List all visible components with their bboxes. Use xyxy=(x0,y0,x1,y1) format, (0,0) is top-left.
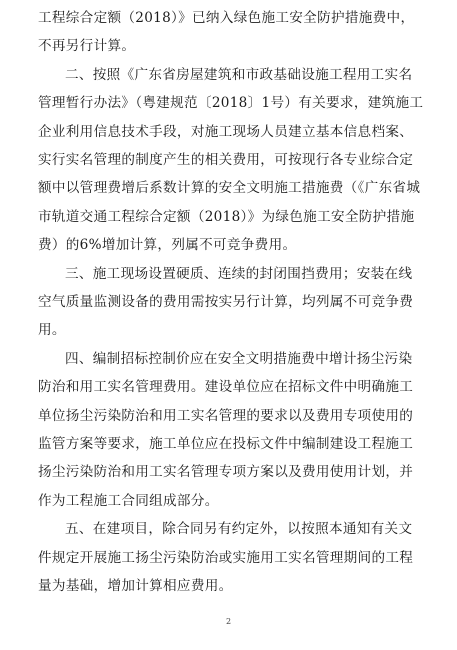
text-line: 企业利用信息技术手段，对施工现场人员建立基本信息档案、 xyxy=(38,123,414,140)
paragraph-3-start: 三、施工现场设置硬质、连续的封闭围挡费用；安装在线 xyxy=(65,265,413,282)
text-line: 防治和用工实名管理费用。建设单位应在招标文件中明确施工 xyxy=(38,379,414,396)
text-line: 费）的6%增加计算，列属不可竞争费用。 xyxy=(38,237,297,254)
text-line: 实行实名管理的制度产生的相关费用，可按现行各专业综合定 xyxy=(38,152,414,168)
text-line: 管理暂行办法》（粤建规范〔2018〕1号）有关要求，建筑施工 xyxy=(38,95,424,112)
text-line: 监管方案等要求，施工单位应在投标文件中编制建设工程施工 xyxy=(38,436,414,452)
text-line: 不再另行计算。 xyxy=(38,38,136,55)
text-line: 扬尘污染防治和用工实名管理专项方案以及费用使用计划，并 xyxy=(38,464,414,481)
text-line: 空气质量监测设备的费用需按实另行计算，均列属不可竞争费 xyxy=(38,294,414,310)
text-line: 单位扬尘污染防治和用工实名管理的要求以及费用专项使用的 xyxy=(38,407,414,424)
paragraph-2-start: 二、按照《广东省房屋建筑和市政基础设施工程用工实名 xyxy=(65,66,413,83)
paragraph-4-start: 四、编制招标控制价应在安全文明措施费中增计扬尘污染 xyxy=(65,350,413,367)
text-line: 量为基础，增加计算相应费用。 xyxy=(38,578,233,594)
text-line: 工程综合定额（2018）》已纳入绿色施工安全防护措施费中， xyxy=(38,10,415,26)
text-line: 市轨道交通工程综合定额（2018）》为绿色施工安全防护措施 xyxy=(38,208,415,225)
text-line: 额中以管理费增后系数计算的安全文明施工措施费（《广东省城 xyxy=(38,180,421,197)
text-line: 件规定开展施工扬尘污染防治或实施用工实名管理期间的工程 xyxy=(38,549,414,566)
page-number: 2 xyxy=(225,617,232,626)
text-line: 用。 xyxy=(38,322,66,339)
paragraph-5-start: 五、在建项目，除合同另有约定外，以按照本通知有关文 xyxy=(65,521,413,538)
text-line: 作为工程施工合同组成部分。 xyxy=(38,492,219,509)
